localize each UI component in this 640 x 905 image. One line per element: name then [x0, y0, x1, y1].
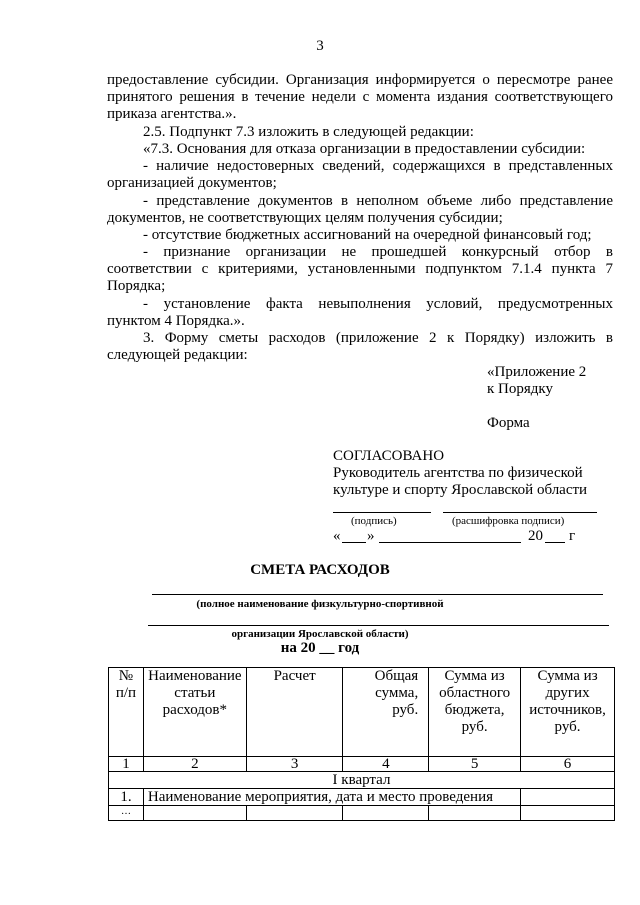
paragraph-line: - наличие недостоверных сведений, содержащихся в представленных — [143, 158, 613, 174]
table-cell — [521, 789, 615, 806]
table-row — [109, 789, 615, 806]
ellipsis-cell: … — [109, 806, 144, 821]
form-label: Форма — [487, 415, 530, 431]
table-header-row — [109, 668, 615, 757]
paragraph-line: соответствии с критериями, установленными подпунктом 7.1.4 пункта 7 — [107, 261, 613, 277]
paragraph-line: Порядка; — [107, 278, 166, 294]
table-cell — [343, 806, 429, 821]
number-cell: 5 — [429, 757, 521, 772]
paragraph-line: 3. Форму сметы расходов (приложение 2 к Порядку) изложить в — [143, 330, 613, 346]
number-cell: 3 — [246, 757, 343, 772]
table-cell — [521, 806, 615, 821]
date-day-line — [342, 542, 366, 543]
table-cell — [143, 806, 246, 821]
paragraph-line: - установление факта невыполнения условий, предусмотренных — [143, 296, 613, 312]
signature-line — [333, 512, 431, 513]
row-text-cell: Наименование мероприятия, дата и место проведения — [143, 789, 520, 806]
paragraph-line: пунктом 4 Порядка.». — [107, 313, 245, 329]
year-label: на 20 __ год — [280, 640, 360, 656]
page-number: 3 — [316, 38, 324, 54]
approval-line: культуре и спорту Ярославской области — [333, 482, 588, 498]
table-row — [109, 806, 615, 821]
header-cell: Расчет — [246, 668, 343, 757]
appendix-line: «Приложение 2 — [487, 364, 587, 380]
approval-title: СОГЛАСОВАНО — [333, 448, 445, 464]
approval-line: Руководитель агентства по физической — [333, 465, 583, 481]
quarter-cell: I квартал — [109, 772, 615, 789]
org-name-line — [152, 594, 603, 595]
header-cell: Сумма из других источников, руб. — [521, 668, 615, 757]
paragraph-line: принятого решения в течение недели с момента издания соответствующего — [107, 89, 613, 105]
paragraph-line: следующей редакции: — [107, 347, 248, 363]
paragraph-line: приказа агентства.». — [107, 106, 237, 122]
number-cell: 4 — [343, 757, 429, 772]
org-name-line — [148, 625, 609, 626]
table-cell — [246, 806, 343, 821]
date-month-line — [379, 542, 521, 543]
row-number-cell: 1. — [109, 789, 144, 806]
number-cell: 6 — [521, 757, 615, 772]
number-cell: 2 — [143, 757, 246, 772]
decode-label: (расшифровка подписи) — [452, 515, 565, 527]
document-title: СМЕТА РАСХОДОВ — [250, 562, 390, 578]
signature-label: (подпись) — [351, 515, 397, 527]
table-numbers-row — [109, 757, 615, 772]
header-cell: Общая сумма, руб. — [343, 668, 429, 757]
header-cell: Наименование статьи расходов* — [143, 668, 246, 757]
paragraph-line: организацией документов; — [107, 175, 277, 191]
paragraph-line: - представление документов в неполном объеме либо представление — [143, 193, 613, 209]
header-cell: № п/п — [109, 668, 144, 757]
date-year: 20 — [528, 528, 543, 544]
paragraph-line: - отсутствие бюджетных ассигнований на очередной финансовый год; — [143, 227, 592, 243]
paragraph-line: - признание организации не прошедшей конкурсный отбор в — [143, 244, 613, 260]
date-year-line — [545, 542, 565, 543]
paragraph-line: документов, не соответствующих целям получения субсидии; — [107, 210, 503, 226]
date-suffix: г — [569, 528, 576, 544]
header-cell: Сумма из областного бюджета, руб. — [429, 668, 521, 757]
number-cell: 1 — [109, 757, 144, 772]
paragraph-line: предоставление субсидии. Организация информируется о пересмотре ранее — [107, 72, 613, 88]
table-row — [109, 772, 615, 789]
date-close-quote: » — [367, 528, 375, 544]
paragraph-line: «7.3. Основания для отказа организации в предоставлении субсидии: — [143, 141, 586, 157]
date-open-quote: « — [333, 528, 341, 544]
org-caption: (полное наименование физкультурно-спортивной — [196, 598, 444, 610]
appendix-line: к Порядку — [487, 381, 553, 397]
decode-line — [443, 512, 597, 513]
expense-table — [108, 667, 615, 821]
org-caption: организации Ярославской области) — [231, 628, 409, 640]
table-cell — [429, 806, 521, 821]
paragraph-line: 2.5. Подпункт 7.3 изложить в следующей редакции: — [143, 124, 474, 140]
